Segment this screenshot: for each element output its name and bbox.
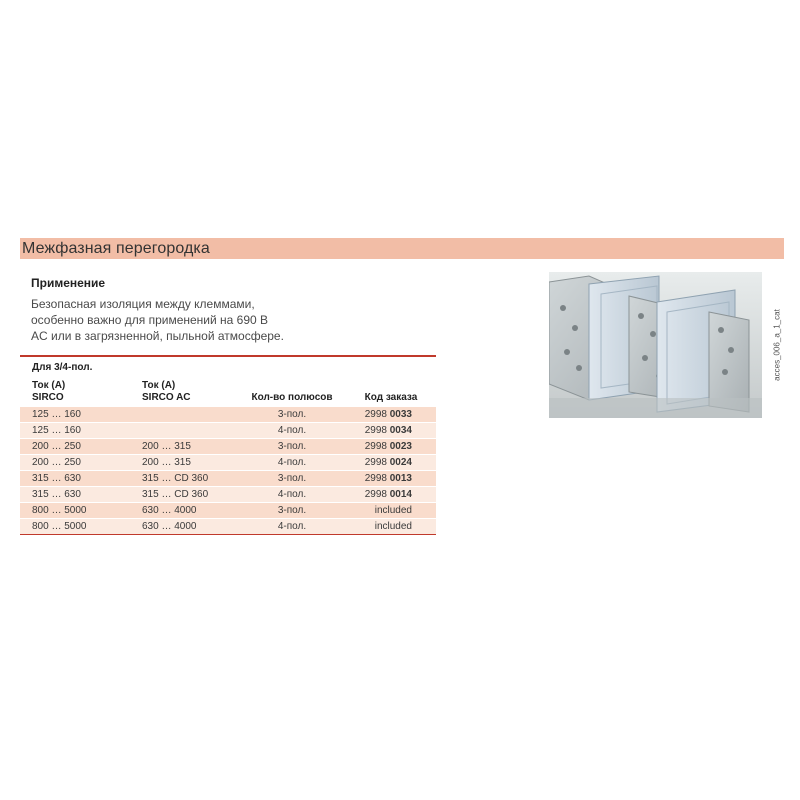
cell-sirco: 800 … 5000 — [32, 505, 87, 516]
section-title-bar — [20, 238, 784, 259]
cell-poles: 3-пол. — [277, 441, 307, 452]
table-header — [20, 374, 436, 406]
order-code-prefix: included — [374, 505, 412, 516]
cell-poles: 4-пол. — [277, 521, 307, 532]
order-code-prefix: 2998 — [364, 489, 390, 500]
cell-poles: 4-пол. — [277, 425, 307, 436]
table-row — [20, 438, 436, 454]
header-poles: Кол-во полюсов — [251, 392, 333, 403]
cell-sirco-ac: 630 … 4000 — [142, 521, 197, 532]
order-code-suffix: 0023 — [389, 441, 412, 452]
application-line: AC или в загрязненной, пыльной атмосфере. — [31, 329, 284, 343]
order-code-suffix: 0024 — [389, 457, 412, 468]
section-title: Межфазная перегородка — [22, 239, 210, 257]
order-code-suffix: 0013 — [389, 473, 412, 484]
cell-order-code — [346, 409, 436, 420]
cell-sirco: 200 … 250 — [32, 457, 81, 468]
cell-order-code — [346, 425, 436, 436]
order-table — [20, 355, 436, 535]
table-row — [20, 518, 436, 534]
cell-poles: 4-пол. — [277, 489, 307, 500]
cell-sirco: 200 … 250 — [32, 441, 81, 452]
application-heading: Применение — [31, 276, 106, 290]
table-row — [20, 422, 436, 438]
cell-sirco-ac: 315 … CD 360 — [142, 473, 209, 484]
order-code-suffix: 0014 — [389, 489, 412, 500]
photo-caption — [772, 270, 782, 420]
order-code-prefix: 2998 — [364, 425, 390, 436]
table-bottom-rule — [20, 534, 436, 535]
cell-sirco-ac: 315 … CD 360 — [142, 489, 209, 500]
phase-barrier-photo — [549, 272, 762, 418]
header-sirco-line1: Ток (А) — [32, 380, 66, 391]
photo-caption-text: acces_006_a_1_cat — [772, 309, 782, 381]
table-row — [20, 486, 436, 502]
cell-sirco: 125 … 160 — [32, 425, 81, 436]
table-group-label: Для 3/4-пол. — [32, 362, 93, 373]
cell-sirco-ac: 630 … 4000 — [142, 505, 197, 516]
header-sirco-ac-line2: SIRCO AC — [142, 392, 191, 403]
order-code-prefix: 2998 — [364, 457, 390, 468]
application-line: особенно важно для применений на 690 В — [31, 313, 269, 327]
cell-sirco: 315 … 630 — [32, 489, 81, 500]
order-code-prefix: 2998 — [364, 409, 390, 420]
cell-poles: 3-пол. — [277, 473, 307, 484]
order-code-prefix: 2998 — [364, 473, 390, 484]
header-sirco-ac-line1: Ток (А) — [142, 380, 176, 391]
table-body — [20, 406, 436, 534]
order-code-suffix: 0033 — [389, 409, 412, 420]
cell-order-code — [346, 521, 436, 532]
header-sirco-line2: SIRCO — [32, 392, 64, 403]
header-order-code: Код заказа — [364, 392, 418, 403]
cell-sirco: 315 … 630 — [32, 473, 81, 484]
cell-order-code — [346, 441, 436, 452]
cell-sirco: 800 … 5000 — [32, 521, 87, 532]
table-row — [20, 454, 436, 470]
cell-sirco-ac: 200 … 315 — [142, 457, 191, 468]
table-row — [20, 502, 436, 518]
cell-order-code — [346, 457, 436, 468]
application-line: Безопасная изоляция между клеммами, — [31, 297, 255, 311]
cell-order-code — [346, 489, 436, 500]
header-sirco-ac — [140, 380, 238, 404]
cell-poles: 4-пол. — [277, 457, 307, 468]
cell-order-code — [346, 505, 436, 516]
header-sirco — [20, 380, 140, 404]
table-row — [20, 406, 436, 422]
cell-sirco: 125 … 160 — [32, 409, 81, 420]
table-row — [20, 470, 436, 486]
order-code-prefix: included — [374, 521, 412, 532]
application-block — [31, 276, 331, 344]
application-text — [31, 296, 331, 344]
cell-poles: 3-пол. — [277, 505, 307, 516]
cell-poles: 3-пол. — [277, 409, 307, 420]
cell-sirco-ac: 200 … 315 — [142, 441, 191, 452]
order-code-prefix: 2998 — [364, 441, 390, 452]
cell-order-code — [346, 473, 436, 484]
order-code-suffix: 0034 — [389, 425, 412, 436]
